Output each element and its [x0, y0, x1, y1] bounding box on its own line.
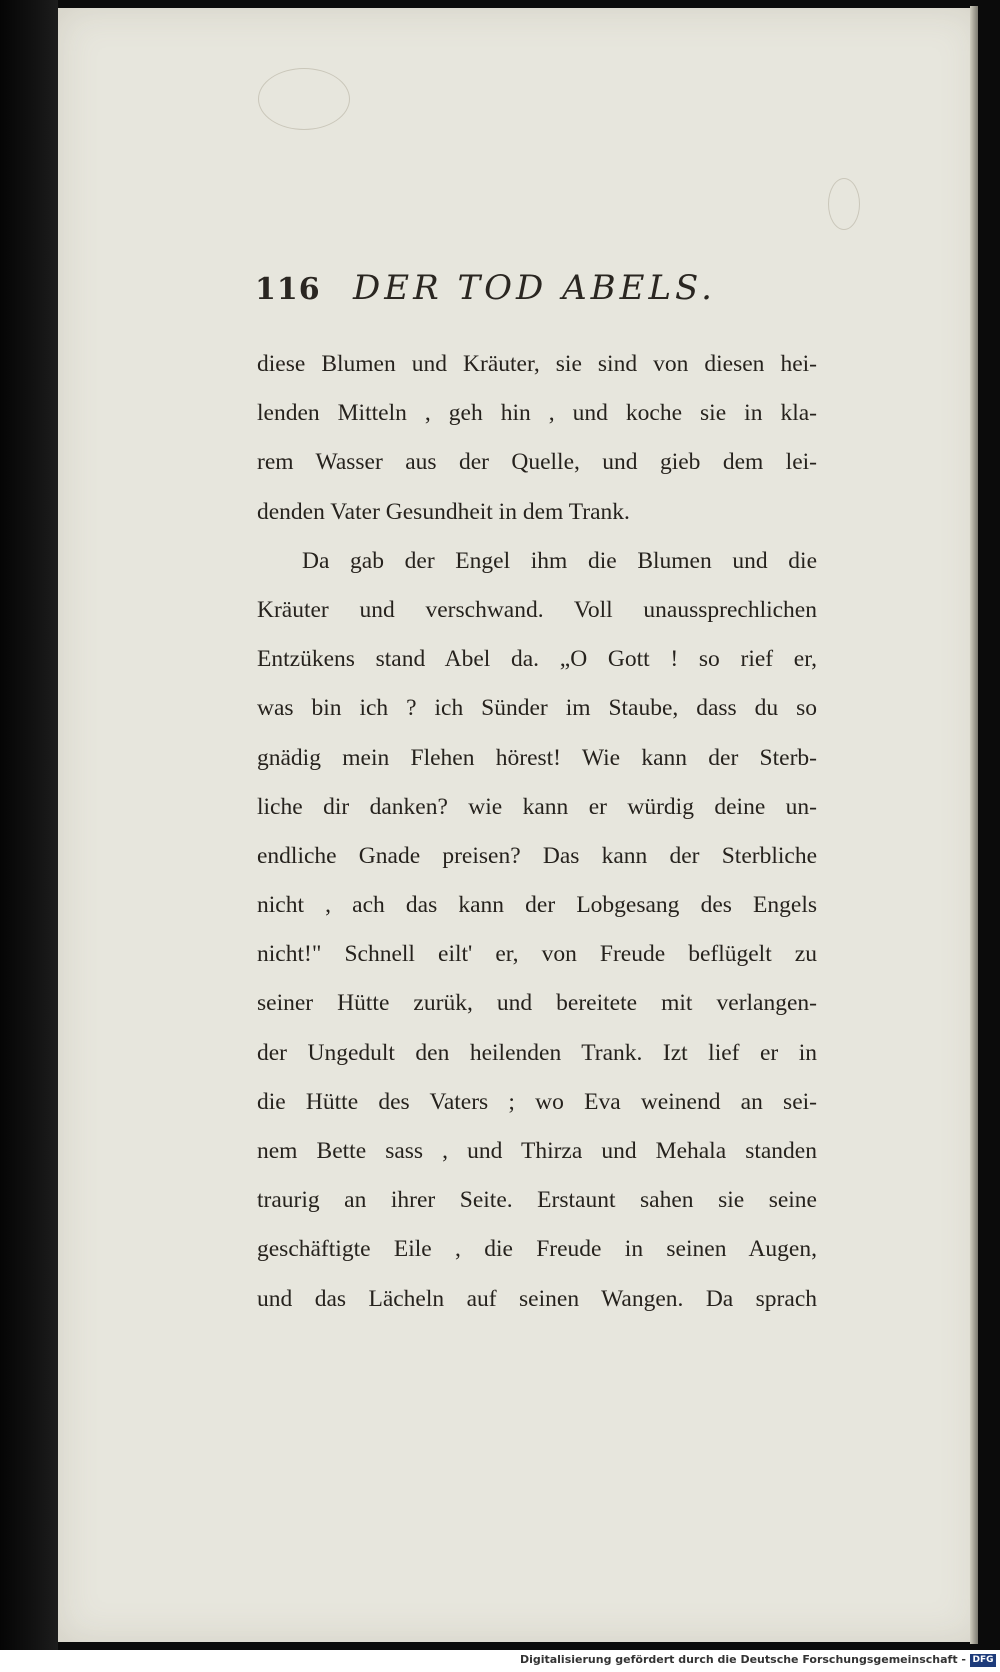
running-title: DER TOD ABELS. [353, 268, 716, 308]
text-line: geschäftigte Eile , die Freude in seinen Augen, [257, 1236, 817, 1263]
dfg-logo: DFG [970, 1654, 996, 1667]
text-line: Da gab der Engel ihm die Blumen und die [302, 547, 817, 574]
text-line: denden Vater Gesundheit in dem Trank. [257, 498, 630, 525]
text-line: gnädig mein Flehen hörest! Wie kann der Sterb- [257, 744, 817, 771]
body-text [257, 340, 817, 1324]
paper-stain [828, 178, 860, 230]
text-line: traurig an ihrer Seite. Erstaunt sahen sie seine [257, 1187, 817, 1214]
text-line: was bin ich ? ich Sünder im Staube, dass du so [257, 695, 817, 722]
text-line: und das Lächeln auf seinen Wangen. Da sprach [257, 1285, 817, 1312]
text-line: diese Blumen und Kräuter, sie sind von diesen hei- [257, 351, 817, 377]
text-line: lenden Mitteln , geh hin , und koche sie in kla- [257, 400, 817, 427]
text-line: rem Wasser aus der Quelle, und gieb dem lei- [257, 449, 817, 476]
text-line: Kräuter und verschwand. Voll unaussprechlichen [257, 596, 817, 623]
text-line: liche dir danken? wie kann er würdig deine un- [257, 793, 817, 820]
text-line: seiner Hütte zurük, und bereitete mit verlangen- [257, 990, 817, 1017]
footer-bar [0, 1650, 1000, 1672]
paper-stain [258, 68, 350, 130]
text-line: der Ungedult den heilenden Trank. Izt lief er in [257, 1039, 817, 1066]
text-line: Entzükens stand Abel da. „O Gott ! so rief er, [257, 646, 817, 673]
book-binding-edge [0, 0, 58, 1650]
scan-right-border [978, 0, 1000, 1650]
page-fold-edge [970, 6, 978, 1644]
text-line: nem Bette sass , und Thirza und Mehala standen [257, 1138, 817, 1164]
text-line: nicht!" Schnell eilt' er, von Freude beflügelt zu [257, 941, 817, 968]
text-line: nicht , ach das kann der Lobgesang des Engels [257, 892, 817, 919]
text-line: endliche Gnade preisen? Das kann der Sterbliche [257, 842, 817, 869]
text-line: die Hütte des Vaters ; wo Eva weinend an sei- [257, 1088, 817, 1115]
page-number: 116 [255, 272, 321, 307]
funding-credit: Digitalisierung gefördert durch die Deutsche Forschungsgemeinschaft - [519, 1653, 966, 1666]
page-header [255, 268, 815, 314]
